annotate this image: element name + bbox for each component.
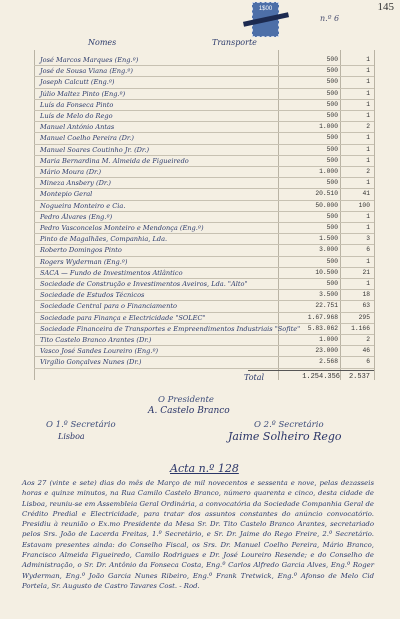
shareholder-name: Maria Bernardina M. Almeida de Figueiredo (40, 156, 189, 165)
shareholder-shares: 2 (366, 336, 370, 343)
shareholder-shares: 41 (362, 190, 370, 198)
shareholder-shares: 1 (366, 112, 370, 119)
shareholder-shares: 21 (362, 268, 370, 276)
shareholder-name: Pedro Álvares (Eng.º) (40, 212, 113, 221)
reference-mark: n.º 6 (320, 14, 340, 23)
shareholder-amount: 1.000 (319, 168, 338, 175)
shareholder-shares: 1 (366, 280, 370, 287)
shareholder-amount: 1.000 (319, 336, 338, 343)
shareholder-amount: 23.000 (315, 347, 338, 355)
shareholder-row (34, 111, 374, 122)
shareholder-name: José Marcos Marques (Eng.º) (40, 56, 139, 64)
shareholder-name: Sociedade de Construção e Investimentos Aveiros, Lda. "Alto" (40, 280, 248, 288)
shareholder-shares: 1 (366, 145, 370, 153)
shareholder-row (34, 301, 374, 312)
total-amount: 1.254.356 (302, 373, 340, 381)
shareholder-name: Manuel António Antas (40, 123, 115, 132)
shareholder-name: Joseph Calcutt (Eng.º) (40, 78, 115, 87)
shareholder-name: Rogers Wyderman (Eng.º) (40, 257, 128, 266)
shareholder-row (34, 133, 374, 144)
shareholder-name: Sociedade Financeira de Transportes e Empreendimentos Industriais "Sofite" (40, 324, 301, 333)
second-secretary-label: O 2.º Secretário (254, 420, 324, 430)
minutes-text: Aos 27 (vinte e sete) dias do mês de Março de mil novecentos e sessenta e nove, pelas dezasseis horas e quinze minutos, na Rua Camilo Castelo Branco, número quarenta e cinco, desta cidade de Lisboa, reuniu-se em Assembleia Geral Ordinária, a convocatória da Sociedade Companhia Geral de Crédito Predial e Electricidade, para tratar dos assuntos constantes do anúncio convocatório. Presidiu à reunião o Ex.mo Presidente da Mesa Sr. Dr. Tito Castelo Branco Arantes, secretariado pelos Srs. João de Lacerda Freitas, 1.º Secretário, e Sr. Dr. Jaime do Rego Freire, 2.º Secretário. Estavam presentes ainda: do Conselho Fiscal, os Srs. Dr. Manuel Coelho Pereira, Mário Branco, Francisco Almeida Figueiredo, Camilo Rodrigues e Dr. José Loureiro Resende; e do Conselho de Administração, o Sr. Dr. Antônio da Fonseca Costa, Eng.º Carlos Alfredo Garcia Alves, Eng.º Roger Wyderman, Eng.º João Garcia Nunes Ribeiro, Eng.º Frank Tretwick, Eng.º Afonso de Melo Cid Portela, Sr. Augusto de Castro Tavares Cost. - Rod. (22, 479, 374, 590)
shareholder-row (34, 145, 374, 156)
shareholder-row (34, 313, 374, 324)
shareholder-amount: 500 (326, 212, 338, 220)
president-label: O Presidente (158, 395, 214, 405)
shareholder-row (34, 167, 374, 178)
shareholder-shares: 1 (366, 100, 370, 108)
total-label: Total (244, 373, 265, 382)
shareholder-row (34, 234, 374, 245)
shareholder-shares: 1 (366, 67, 370, 75)
stamp-value: 1$00 (258, 6, 273, 12)
second-secretary-signature: Jaime Solheiro Rego (228, 430, 342, 443)
shareholder-row (34, 189, 374, 200)
shareholder-name: Júlio Maltez Pinto (Eng.º) (40, 89, 126, 98)
shareholder-shares: 18 (362, 291, 370, 299)
shareholder-row (34, 268, 374, 279)
shareholder-amount: 500 (326, 100, 338, 108)
shareholder-amount: 500 (326, 224, 338, 231)
shareholder-name: Pedro Vasconcelos Monteiro e Mendonça (Eng.º) (40, 224, 204, 232)
shareholder-row (34, 156, 374, 167)
shareholder-name: Mineza Ansbery (Dr.) (40, 179, 111, 188)
shareholder-row (34, 335, 374, 346)
shareholder-shares: 1 (366, 134, 370, 142)
shareholder-name: Manuel Soares Coutinho Jr. (Dr.) (40, 145, 150, 154)
shareholder-amount: 500 (326, 257, 338, 265)
shareholder-row (34, 212, 374, 223)
shareholder-name: Pinto de Magalhães, Companhia, Lda. (40, 235, 168, 244)
shareholder-name: Virgílio Gonçalves Nunes (Dr.) (40, 358, 142, 367)
shareholder-row (34, 77, 374, 88)
shareholder-amount: 10.500 (315, 268, 338, 276)
shareholder-row (34, 100, 374, 111)
shareholder-shares: 63 (362, 302, 370, 310)
shareholder-shares: 1.166 (351, 324, 370, 332)
shareholder-row (34, 245, 374, 256)
revenue-stamp (252, 2, 279, 37)
shareholder-name: Manuel Coelho Pereira (Dr.) (40, 134, 134, 143)
shareholder-amount: 22.751 (315, 302, 338, 310)
shareholder-row (34, 122, 374, 133)
shareholder-shares: 1 (366, 56, 370, 63)
shareholder-row (34, 223, 374, 234)
shareholder-name: Sociedade de Estudos Técnicos (40, 291, 145, 300)
shareholder-amount: 500 (326, 67, 338, 75)
shareholder-shares: 2 (366, 123, 370, 131)
shareholder-shares: 1 (366, 224, 370, 231)
shareholder-row (34, 290, 374, 301)
shareholder-shares: 100 (358, 201, 370, 209)
shareholder-shares: 1 (366, 179, 370, 187)
shareholder-shares: 1 (366, 78, 370, 86)
shareholder-row (34, 178, 374, 189)
shareholder-name: Mário Moura (Dr.) (40, 168, 102, 176)
shareholder-name: Sociedade para Finança e Electricidade "SOLEC" (40, 313, 206, 322)
column-header-names: Nomes (88, 38, 117, 47)
shareholder-amount: 1.500 (319, 235, 338, 243)
shareholder-amount: 500 (326, 280, 338, 287)
shareholder-shares: 2 (366, 168, 370, 175)
shareholder-amount: 500 (326, 56, 338, 63)
shareholder-shares: 1 (366, 89, 370, 97)
shareholder-name: SACA — Fundo de Investimentos Atlântico (40, 268, 183, 277)
shareholder-name: Luís de Melo do Rego (40, 112, 113, 120)
shareholder-shares: 295 (358, 313, 370, 321)
shareholder-amount: 500 (326, 145, 338, 153)
shareholder-shares: 3 (366, 235, 370, 243)
shareholder-shares: 1 (366, 212, 370, 220)
shareholder-row (34, 66, 374, 77)
shareholder-name: Nogueira Monteiro e Cia. (40, 201, 126, 210)
shareholder-amount: 500 (326, 89, 338, 97)
shareholder-amount: 500 (326, 112, 338, 119)
shareholder-name: Sociedade Central para o Financiamento (40, 302, 177, 311)
total-rule (248, 370, 374, 371)
shareholder-row (34, 324, 374, 335)
shareholder-row (34, 55, 374, 66)
shareholder-amount: 1.000 (319, 123, 338, 131)
shareholder-amount: 3.500 (319, 291, 338, 299)
shareholder-amount: 20.510 (315, 190, 338, 198)
shareholder-amount: 1.67.968 (307, 313, 338, 321)
shareholder-shares: 6 (366, 358, 370, 366)
shareholder-amount: 50.000 (315, 201, 338, 209)
total-shares: 2.537 (348, 373, 370, 381)
shareholder-name: Montepio Geral (40, 190, 93, 199)
shareholder-amount: 500 (326, 78, 338, 86)
shareholder-row (34, 279, 374, 290)
page-number: 145 (377, 1, 394, 13)
shareholder-row (34, 201, 374, 212)
shareholder-amount: 500 (326, 156, 338, 164)
first-secretary-label: O 1.º Secretário (46, 420, 116, 430)
shareholder-shares: 6 (366, 246, 370, 254)
column-header-transported: Transporte (212, 38, 257, 47)
shareholder-name: Vasco José Sandes Loureiro (Eng.º) (40, 347, 159, 356)
shareholder-amount: 500 (326, 134, 338, 142)
shareholder-shares: 46 (362, 347, 370, 355)
shareholder-row (34, 346, 374, 357)
first-secretary-signature: Lisboa (58, 432, 85, 441)
shareholder-name: Tito Castelo Branco Arantes (Dr.) (40, 336, 152, 344)
shareholder-shares: 1 (366, 156, 370, 164)
shareholder-row (34, 257, 374, 268)
shareholder-row (34, 89, 374, 100)
shareholder-amount: 500 (326, 179, 338, 187)
ledger-rule-right (374, 50, 375, 380)
shareholder-row (34, 357, 374, 368)
shareholder-name: Luís da Fonseca Pinto (40, 100, 114, 109)
shareholder-name: José de Sousa Viana (Eng.º) (40, 67, 133, 76)
shareholder-amount: 2.568 (319, 358, 338, 366)
shareholder-shares: 1 (366, 257, 370, 265)
shareholder-name: Roberto Domingos Pinto (40, 246, 122, 255)
stamp-cancellation-mark (243, 12, 289, 26)
shareholder-amount: 5.83.062 (307, 324, 338, 332)
minutes-title: Acta n.º 128 (170, 462, 239, 475)
shareholder-amount: 3.000 (319, 246, 338, 254)
president-signature: A. Castelo Branco (148, 406, 230, 416)
